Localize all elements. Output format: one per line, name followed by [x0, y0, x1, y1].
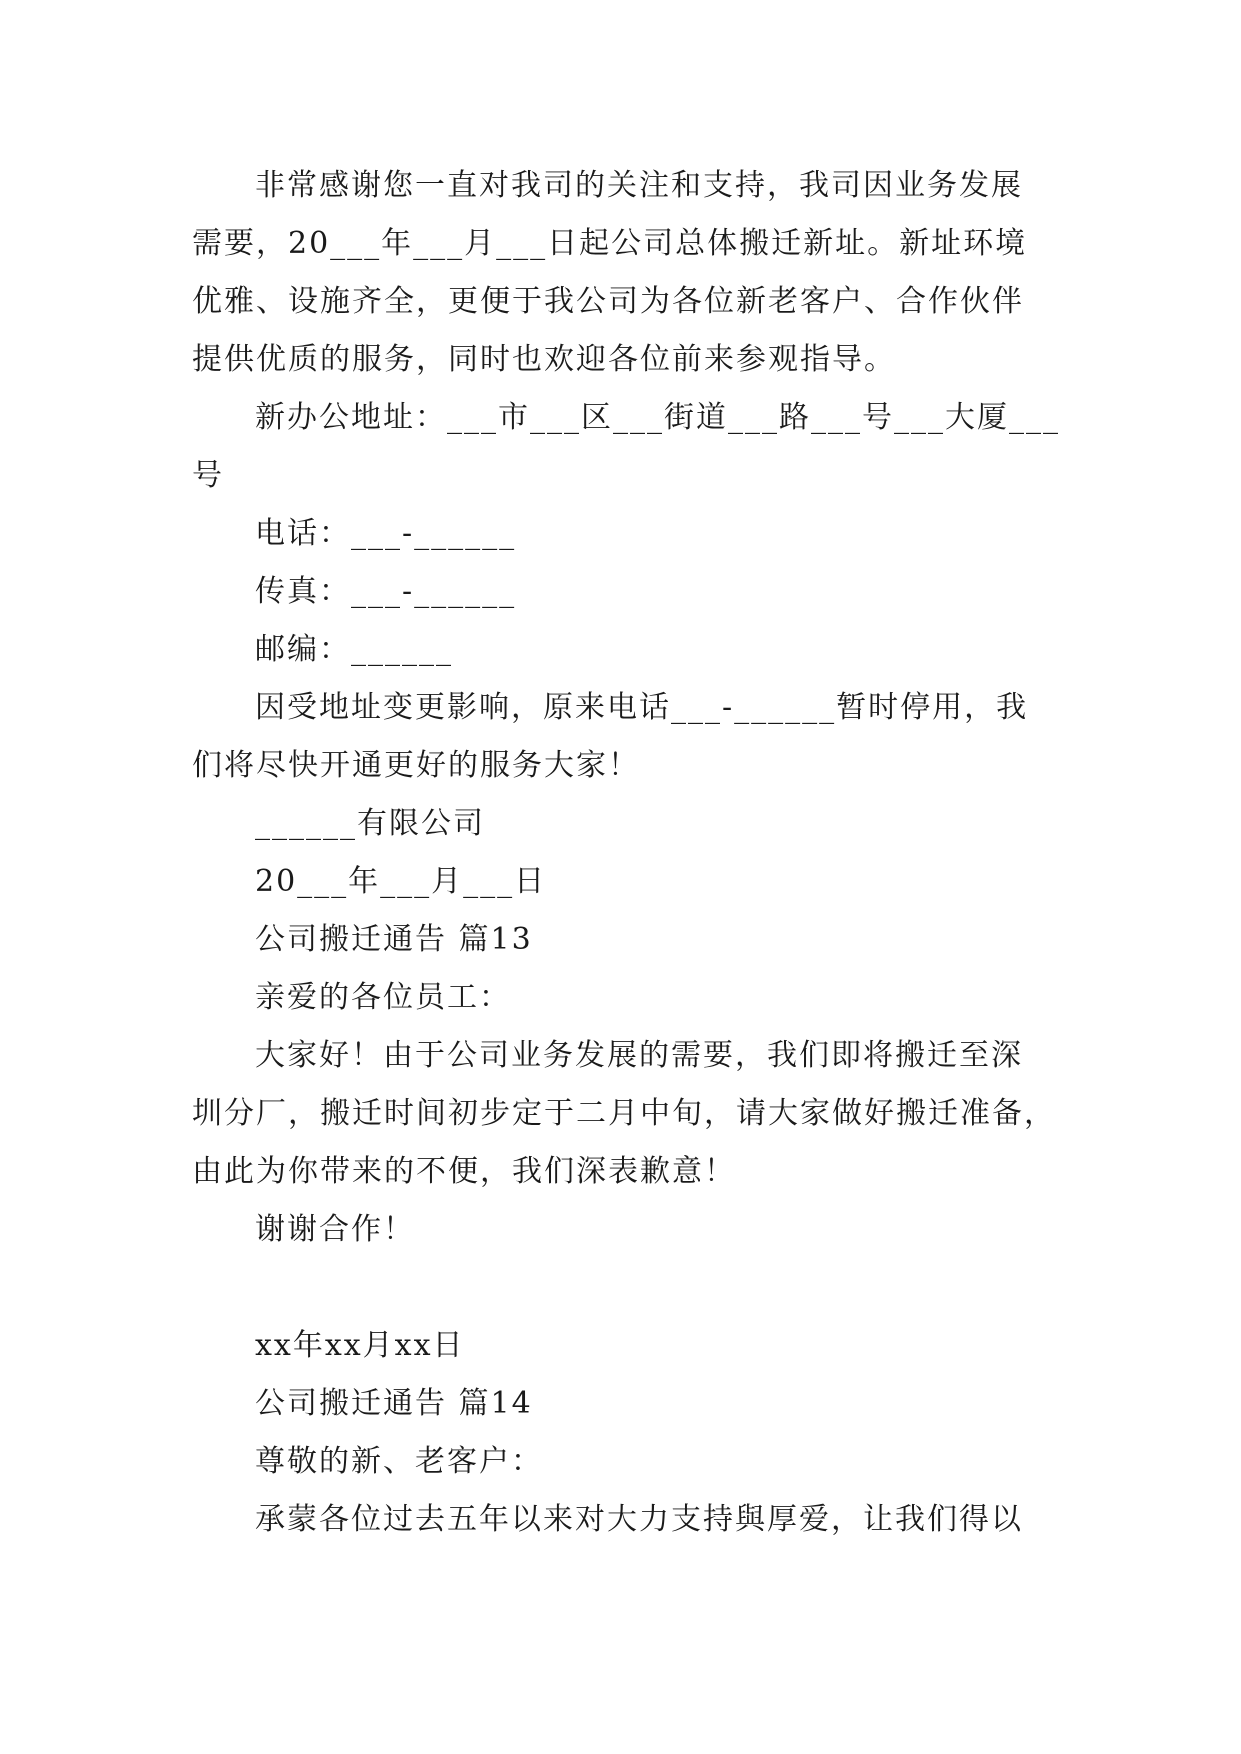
paragraph-line: 需要，20___年___月___日起公司总体搬迁新址。新址环境 — [192, 226, 1028, 261]
company-signature: ______有限公司 — [255, 806, 485, 841]
paragraph-line: 由此为你带来的不便，我们深表歉意！ — [192, 1154, 736, 1189]
paragraph-line: 们将尽快开通更好的服务大家！ — [192, 748, 640, 783]
paragraph-line: 承蒙各位过去五年以来对大力支持與厚爱，让我们得以 — [255, 1502, 1023, 1537]
fax-line: 传真：___-______ — [255, 574, 517, 609]
closing-line: 谢谢合作！ — [255, 1212, 415, 1247]
paragraph-line: 提供优质的服务，同时也欢迎各位前来参观指导。 — [192, 342, 896, 377]
address-line: 新办公地址：___市___区___街道___路___号___大厦___ — [255, 400, 1060, 435]
paragraph-line: 大家好！由于公司业务发展的需要，我们即将搬迁至深 — [255, 1038, 1023, 1073]
section-heading: 公司搬迁通告 篇13 — [255, 922, 533, 957]
salutation: 亲爱的各位员工： — [255, 980, 511, 1015]
phone-line: 电话：___-______ — [255, 516, 517, 551]
paragraph-line: 圳分厂，搬迁时间初步定于二月中旬，请大家做好搬迁准备， — [192, 1096, 1056, 1131]
postcode-line: 邮编：______ — [255, 632, 453, 667]
section-heading: 公司搬迁通告 篇14 — [255, 1386, 533, 1421]
paragraph-line: 因受地址变更影响，原来电话___-______暂时停用，我 — [255, 690, 1029, 725]
address-line-cont: 号 — [192, 458, 224, 493]
paragraph-line: 非常感谢您一直对我司的关注和支持，我司因业务发展 — [255, 168, 1023, 203]
date-line: 20___年___月___日 — [255, 864, 547, 899]
salutation: 尊敬的新、老客户： — [255, 1444, 543, 1479]
date-line: xx年xx月xx日 — [255, 1328, 465, 1363]
paragraph-line: 优雅、设施齐全，更便于我公司为各位新老客户、合作伙伴 — [192, 284, 1024, 319]
